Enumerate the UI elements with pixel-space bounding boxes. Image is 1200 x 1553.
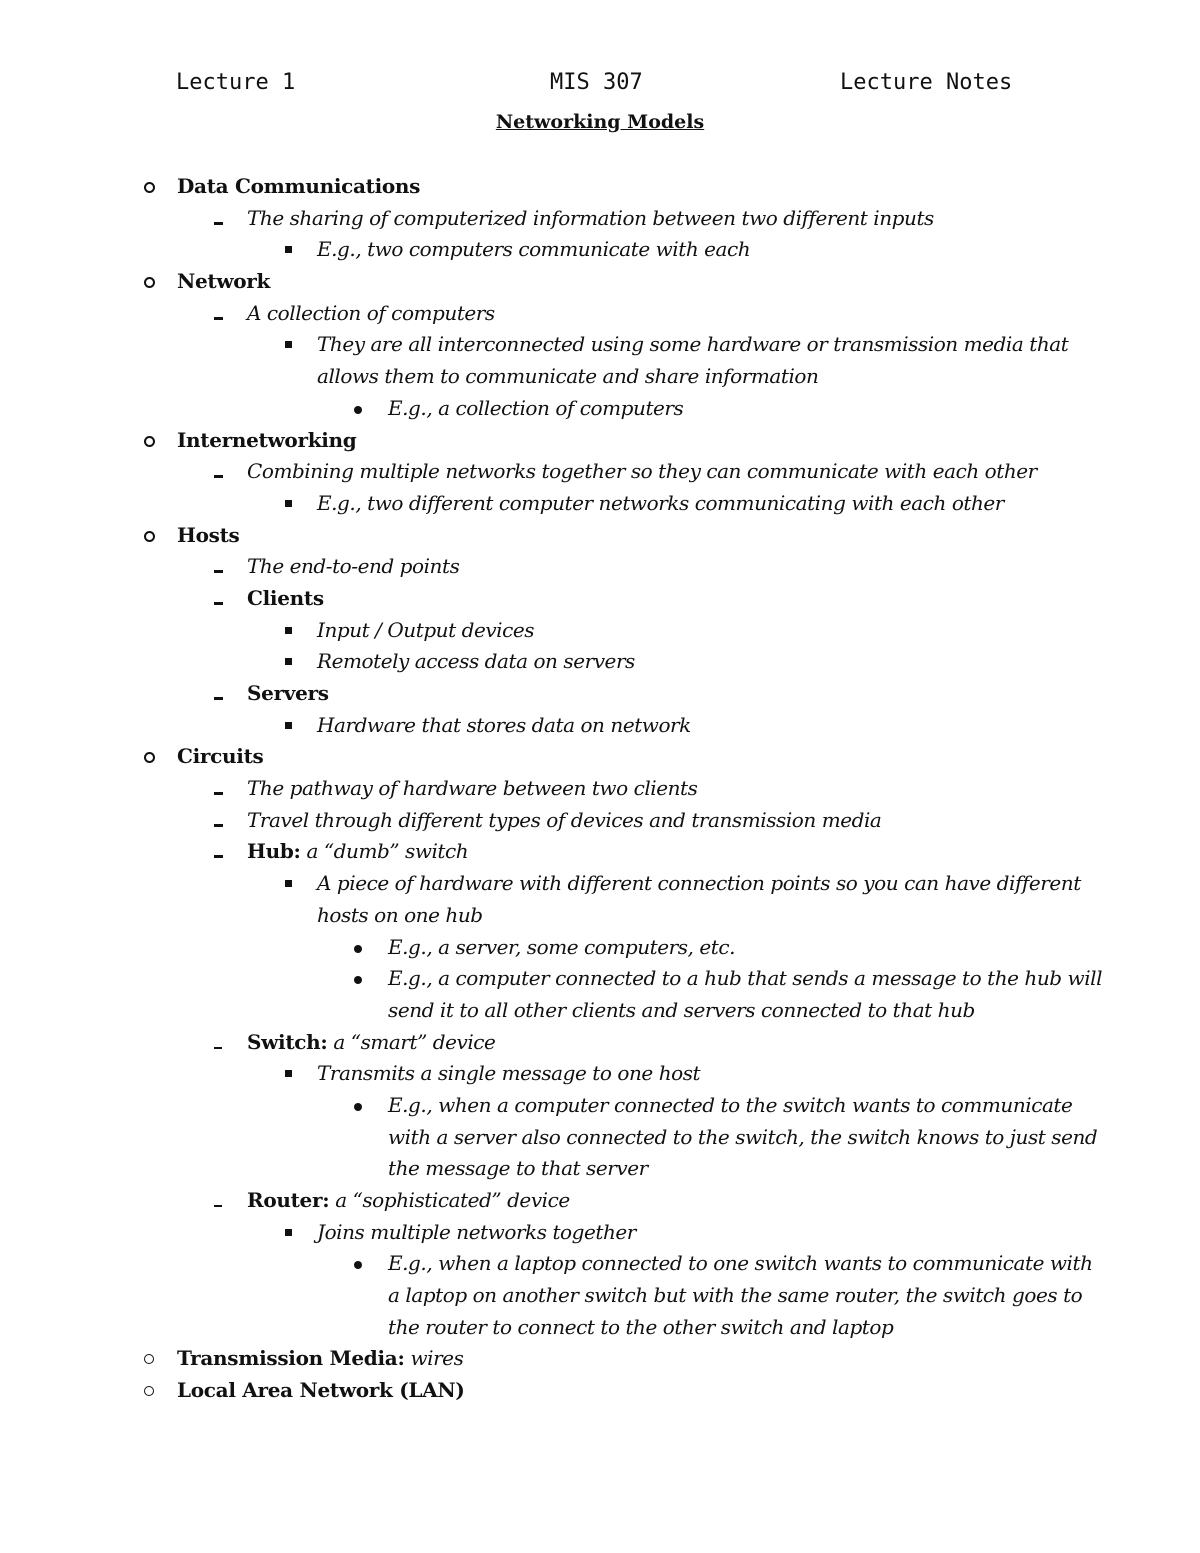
list-item [0,615,1200,647]
header-left: Lecture 1 [176,70,296,95]
list-item [0,298,1200,330]
definition-text: The sharing of computerized information between two different inputs [247,205,934,230]
list-item [0,1217,1200,1249]
dash-bullet-icon [208,298,228,330]
list-item [0,1185,1200,1217]
list-item [0,203,1200,235]
section-heading: Circuits [177,744,264,769]
list-item [0,456,1200,488]
definition-text: The end-to-end points [247,554,460,579]
list-item [0,520,1200,552]
dash-bullet-icon [208,203,228,235]
dot-bullet-icon [348,1090,368,1122]
list-item [0,1090,1200,1122]
hollow-bullet-icon [139,171,159,204]
square-bullet-icon [278,646,298,678]
list-item [0,646,1200,678]
section-heading: Data Communications [177,174,421,198]
hollow-bullet-icon [139,1343,159,1375]
square-bullet-icon [278,615,298,647]
square-bullet-icon [278,1058,298,1090]
detail-text: Hardware that stores data on network [317,712,691,737]
term-label: Router: [247,1188,330,1212]
section-heading: Internetworking [177,427,357,452]
detail-text: A piece of hardware with different connection points so you can have different [317,871,1081,896]
list-item [0,932,1200,964]
list-item [0,963,1200,995]
definition-text: A collection of computers [247,300,495,325]
detail-text: They are all interconnected using some hardware or transmission media that [317,332,1069,357]
subheading: Servers [247,681,329,705]
example-text: a laptop on another switch but with the same router, the switch goes to [388,1283,1083,1308]
list-item [0,393,1200,425]
example-text: E.g., when a computer connected to the switch wants to communicate [388,1092,1073,1117]
list-item [0,868,1200,900]
list-item [0,488,1200,520]
detail-text: Transmits a single message to one host [317,1061,701,1086]
list-item [0,805,1200,837]
section-heading: Network [177,269,271,294]
dash-bullet-icon [208,836,228,868]
term-label: Hub: [247,839,301,864]
list-item [0,266,1200,298]
list-item [0,1375,1200,1407]
term-label: Switch: [247,1029,328,1054]
hollow-bullet-icon [139,1375,159,1407]
list-item [0,1248,1200,1280]
square-bullet-icon [278,710,298,742]
example-text: E.g., a server, some computers, etc. [388,934,735,959]
header-center: MIS 307 [550,70,643,95]
square-bullet-icon [278,329,298,361]
list-item [0,1343,1200,1375]
page-title: Networking Models [495,111,705,133]
hollow-bullet-icon [139,425,159,458]
dash-bullet-icon [208,773,228,805]
example-text: the message to that server [388,1156,648,1181]
list-item [0,710,1200,742]
example-text: E.g., a collection of computers [388,395,684,420]
detail-text: allows them to communicate and share information [317,364,819,389]
example-text: send it to all other clients and servers connected to that hub [388,997,975,1022]
term-description: wires [404,1346,464,1371]
square-bullet-icon [278,234,298,266]
dash-bullet-icon [208,805,228,837]
dash-bullet-icon [208,456,228,488]
square-bullet-icon [278,1217,298,1249]
dash-bullet-icon [208,678,228,710]
section-heading: Hosts [177,522,240,547]
hollow-bullet-icon [139,520,159,553]
example-text: with a server also connected to the switch, the switch knows to just send [388,1124,1098,1149]
term-description: a “sophisticated” device [329,1188,570,1212]
list-item [0,329,1200,361]
list-item-continued [0,1122,1200,1154]
list-item-continued [0,1280,1200,1312]
dash-bullet-icon [208,583,228,615]
detail-text: Remotely access data on servers [317,649,635,674]
list-item [0,836,1200,868]
dot-bullet-icon [348,1248,368,1280]
list-item [0,551,1200,583]
list-item [0,425,1200,457]
square-bullet-icon [278,488,298,520]
list-item [0,171,1200,203]
dot-bullet-icon [348,393,368,425]
example-text: the router to connect to the other switch and laptop [388,1314,894,1339]
subheading: Clients [247,585,324,610]
lecture-notes [0,171,1200,1407]
list-item-continued [0,1312,1200,1344]
dash-bullet-icon [208,1185,228,1217]
definition-text: The pathway of hardware between two clients [247,776,698,801]
list-item [0,773,1200,805]
term-label: Transmission Media: [177,1346,405,1371]
list-item-continued [0,995,1200,1027]
detail-text: Input / Output devices [317,617,535,642]
hollow-bullet-icon [139,741,159,774]
header-right: Lecture Notes [840,70,1013,95]
example-text: E.g., two different computer networks communicating with each other [317,490,1004,515]
section-heading: Local Area Network (LAN) [177,1378,465,1403]
example-text: E.g., two computers communicate with each [317,237,751,262]
list-item [0,678,1200,710]
dot-bullet-icon [348,963,368,995]
detail-text: hosts on one hub [317,902,483,927]
example-text: E.g., a computer connected to a hub that sends a message to the hub will [388,966,1103,991]
list-item [0,1027,1200,1059]
list-item [0,234,1200,266]
list-item-continued [0,361,1200,393]
dash-bullet-icon [208,551,228,583]
list-item [0,583,1200,615]
definition-text: Travel through different types of devices and transmission media [247,807,882,832]
term-description: a “smart” device [327,1029,496,1054]
hollow-bullet-icon [139,266,159,299]
example-text: E.g., when a laptop connected to one switch wants to communicate with [388,1251,1093,1276]
list-item [0,1058,1200,1090]
list-item-continued [0,900,1200,932]
term-description: a “dumb” switch [300,839,469,864]
list-item [0,741,1200,773]
square-bullet-icon [278,868,298,900]
dash-bullet-icon [208,1027,228,1059]
list-item-continued [0,1153,1200,1185]
detail-text: Joins multiple networks together [317,1219,636,1244]
definition-text: Combining multiple networks together so they can communicate with each other [247,459,1037,484]
dot-bullet-icon [348,932,368,964]
